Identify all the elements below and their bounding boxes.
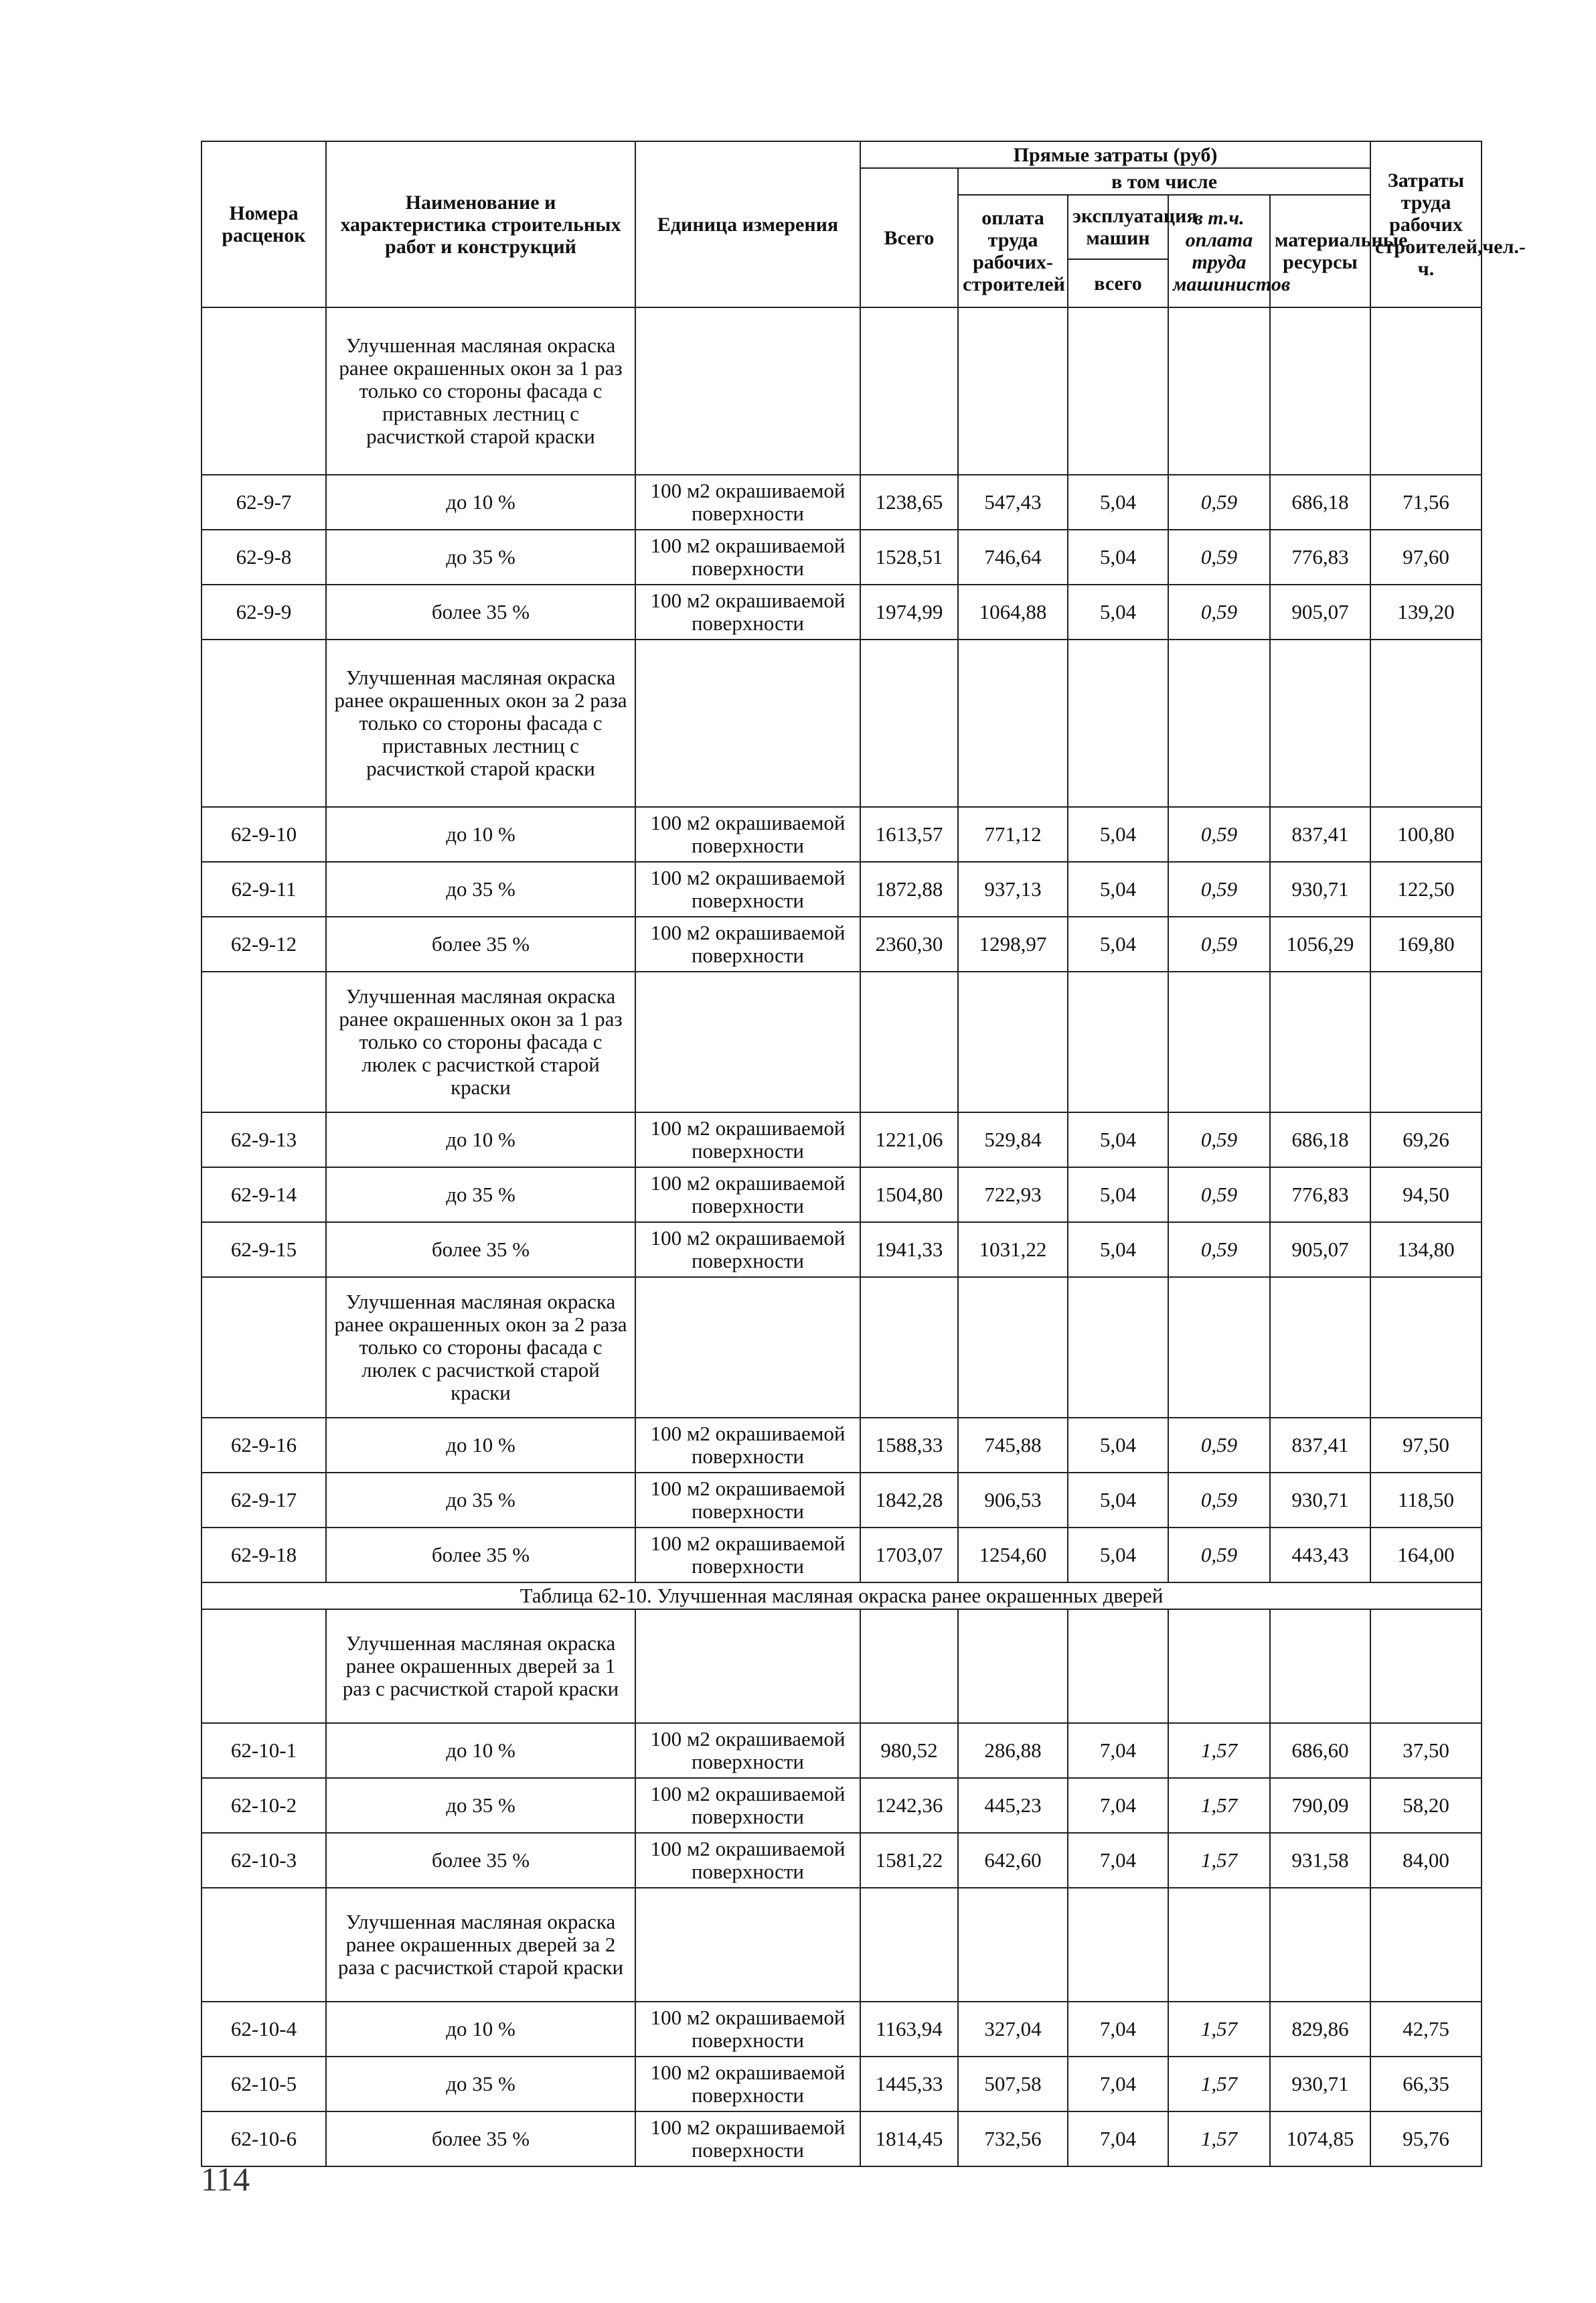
unit-of-measure: 100 м2 окрашиваемой поверхности xyxy=(635,475,860,530)
labor-cost: 58,20 xyxy=(1370,1778,1482,1833)
machine-cost: 5,04 xyxy=(1068,585,1168,640)
empty-cell xyxy=(202,1609,326,1723)
rate-code: 62-10-1 xyxy=(202,1723,326,1778)
machine-cost: 5,04 xyxy=(1068,807,1168,862)
labor-cost: 139,20 xyxy=(1370,585,1482,640)
empty-cell xyxy=(1270,1888,1370,2002)
section-title: Улучшенная масляная окраска ранее окрашенных окон за 2 раза только со стороны фасада с люлек с расчисткой старой краски xyxy=(326,1277,635,1418)
operator-wage: 0,59 xyxy=(1168,1167,1270,1222)
operator-wage: 0,59 xyxy=(1168,1528,1270,1582)
materials-cost: 829,86 xyxy=(1270,2002,1370,2057)
rate-code: 62-9-9 xyxy=(202,585,326,640)
section-row xyxy=(202,972,1482,1112)
machine-cost: 5,04 xyxy=(1068,1473,1168,1528)
operator-wage: 0,59 xyxy=(1168,1418,1270,1473)
empty-cell xyxy=(202,307,326,475)
table-row xyxy=(202,2057,1482,2111)
empty-cell xyxy=(1370,1888,1482,2002)
table-row xyxy=(202,2111,1482,2166)
unit-of-measure: 100 м2 окрашиваемой поверхности xyxy=(635,917,860,972)
section-row xyxy=(202,640,1482,807)
materials-cost: 790,09 xyxy=(1270,1778,1370,1833)
total-cost: 1581,22 xyxy=(860,1833,958,1888)
work-description: до 10 % xyxy=(326,807,635,862)
total-cost: 1163,94 xyxy=(860,2002,958,2057)
rate-code: 62-9-8 xyxy=(202,530,326,585)
empty-cell xyxy=(1168,640,1270,807)
total-cost: 980,52 xyxy=(860,1723,958,1778)
empty-cell xyxy=(1270,307,1370,475)
unit-of-measure: 100 м2 окрашиваемой поверхности xyxy=(635,807,860,862)
worker-wage: 771,12 xyxy=(958,807,1068,862)
total-cost: 1445,33 xyxy=(860,2057,958,2111)
rate-code: 62-9-13 xyxy=(202,1112,326,1167)
section-row xyxy=(202,307,1482,475)
total-cost: 1703,07 xyxy=(860,1528,958,1582)
empty-cell xyxy=(1270,1277,1370,1418)
labor-cost: 94,50 xyxy=(1370,1167,1482,1222)
labor-cost: 84,00 xyxy=(1370,1833,1482,1888)
worker-wage: 1064,88 xyxy=(958,585,1068,640)
table-row xyxy=(202,862,1482,917)
empty-cell xyxy=(202,972,326,1112)
empty-cell xyxy=(1068,1888,1168,2002)
worker-wage: 732,56 xyxy=(958,2111,1068,2166)
machine-cost: 5,04 xyxy=(1068,862,1168,917)
operator-wage: 0,59 xyxy=(1168,530,1270,585)
header-incl: в том числе xyxy=(958,168,1370,195)
worker-wage: 286,88 xyxy=(958,1723,1068,1778)
machine-cost: 7,04 xyxy=(1068,1778,1168,1833)
unit-of-measure: 100 м2 окрашиваемой поверхности xyxy=(635,1112,860,1167)
header-code: Номера расценок xyxy=(202,141,326,307)
work-description: до 10 % xyxy=(326,1418,635,1473)
header-materials: материальные ресурсы xyxy=(1270,195,1370,307)
empty-cell xyxy=(1270,640,1370,807)
machine-cost: 7,04 xyxy=(1068,2002,1168,2057)
document-page xyxy=(201,141,1526,2167)
empty-cell xyxy=(958,1609,1068,1723)
operator-wage: 0,59 xyxy=(1168,862,1270,917)
unit-of-measure: 100 м2 окрашиваемой поверхности xyxy=(635,862,860,917)
table-row xyxy=(202,1418,1482,1473)
materials-cost: 686,60 xyxy=(1270,1723,1370,1778)
empty-cell xyxy=(1068,972,1168,1112)
machine-cost: 7,04 xyxy=(1068,2057,1168,2111)
rate-code: 62-9-16 xyxy=(202,1418,326,1473)
empty-cell xyxy=(1068,1609,1168,1723)
labor-cost: 122,50 xyxy=(1370,862,1482,917)
rate-code: 62-9-17 xyxy=(202,1473,326,1528)
unit-of-measure: 100 м2 окрашиваемой поверхности xyxy=(635,585,860,640)
machine-cost: 5,04 xyxy=(1068,1112,1168,1167)
machine-cost: 5,04 xyxy=(1068,1418,1168,1473)
labor-cost: 164,00 xyxy=(1370,1528,1482,1582)
unit-of-measure: 100 м2 окрашиваемой поверхности xyxy=(635,1528,860,1582)
table-header xyxy=(202,141,1526,307)
empty-cell xyxy=(958,640,1068,807)
table-row xyxy=(202,1528,1482,1582)
empty-cell xyxy=(202,1277,326,1418)
worker-wage: 1031,22 xyxy=(958,1222,1068,1277)
empty-cell xyxy=(1370,1609,1482,1723)
worker-wage: 529,84 xyxy=(958,1112,1068,1167)
work-description: до 35 % xyxy=(326,1778,635,1833)
operator-wage: 1,57 xyxy=(1168,2002,1270,2057)
total-cost: 1842,28 xyxy=(860,1473,958,1528)
table-row xyxy=(202,1112,1482,1167)
section-title: Улучшенная масляная окраска ранее окрашенных окон за 2 раза только со стороны фасада с приставных лестниц с расчисткой старой краски xyxy=(326,640,635,807)
empty-cell xyxy=(1370,307,1482,475)
labor-cost: 71,56 xyxy=(1370,475,1482,530)
work-description: до 10 % xyxy=(326,1723,635,1778)
table-row xyxy=(202,475,1482,530)
total-cost: 1238,65 xyxy=(860,475,958,530)
unit-of-measure: 100 м2 окрашиваемой поверхности xyxy=(635,530,860,585)
unit-of-measure: 100 м2 окрашиваемой поверхности xyxy=(635,1167,860,1222)
total-cost: 1242,36 xyxy=(860,1778,958,1833)
worker-wage: 746,64 xyxy=(958,530,1068,585)
total-cost: 1221,06 xyxy=(860,1112,958,1167)
empty-cell xyxy=(202,1888,326,2002)
labor-cost: 100,80 xyxy=(1370,807,1482,862)
machine-cost: 5,04 xyxy=(1068,1528,1168,1582)
rate-code: 62-9-18 xyxy=(202,1528,326,1582)
empty-cell xyxy=(860,1277,958,1418)
table-title: Таблица 62-10. Улучшенная масляная окраска ранее окрашенных дверей xyxy=(202,1582,1482,1609)
empty-cell xyxy=(635,640,860,807)
empty-cell xyxy=(1168,1609,1270,1723)
table-row xyxy=(202,1473,1482,1528)
materials-cost: 837,41 xyxy=(1270,807,1370,862)
operator-wage: 0,59 xyxy=(1168,1222,1270,1277)
empty-cell xyxy=(958,307,1068,475)
worker-wage: 906,53 xyxy=(958,1473,1068,1528)
empty-cell xyxy=(860,972,958,1112)
work-description: более 35 % xyxy=(326,917,635,972)
total-cost: 1814,45 xyxy=(860,2111,958,2166)
section-row xyxy=(202,1609,1482,1723)
rate-code: 62-9-11 xyxy=(202,862,326,917)
empty-cell xyxy=(860,307,958,475)
empty-cell xyxy=(1168,307,1270,475)
section-title: Улучшенная масляная окраска ранее окрашенных дверей за 1 раз с расчисткой старой краски xyxy=(326,1609,635,1723)
labor-cost: 97,50 xyxy=(1370,1418,1482,1473)
total-cost: 1974,99 xyxy=(860,585,958,640)
rate-code: 62-9-15 xyxy=(202,1222,326,1277)
section-row xyxy=(202,1888,1482,2002)
materials-cost: 905,07 xyxy=(1270,1222,1370,1277)
operator-wage: 1,57 xyxy=(1168,2057,1270,2111)
labor-cost: 169,80 xyxy=(1370,917,1482,972)
materials-cost: 930,71 xyxy=(1270,862,1370,917)
work-description: более 35 % xyxy=(326,1222,635,1277)
empty-cell xyxy=(860,640,958,807)
table-row xyxy=(202,1833,1482,1888)
table-row xyxy=(202,530,1482,585)
empty-cell xyxy=(1068,1277,1168,1418)
work-description: более 35 % xyxy=(326,585,635,640)
empty-cell xyxy=(1370,1277,1482,1418)
materials-cost: 930,71 xyxy=(1270,2057,1370,2111)
operator-wage: 1,57 xyxy=(1168,1833,1270,1888)
total-cost: 1588,33 xyxy=(860,1418,958,1473)
empty-cell xyxy=(860,1609,958,1723)
empty-cell xyxy=(635,1277,860,1418)
empty-cell xyxy=(635,307,860,475)
operator-wage: 0,59 xyxy=(1168,807,1270,862)
materials-cost: 1056,29 xyxy=(1270,917,1370,972)
empty-cell xyxy=(1068,640,1168,807)
worker-wage: 937,13 xyxy=(958,862,1068,917)
work-description: более 35 % xyxy=(326,1528,635,1582)
worker-wage: 445,23 xyxy=(958,1778,1068,1833)
operator-wage: 0,59 xyxy=(1168,475,1270,530)
header-wage: оплата труда рабочих-строителей xyxy=(958,195,1068,307)
operator-wage: 1,57 xyxy=(1168,2111,1270,2166)
worker-wage: 1254,60 xyxy=(958,1528,1068,1582)
table-row xyxy=(202,1778,1482,1833)
rate-code: 62-10-6 xyxy=(202,2111,326,2166)
section-title: Улучшенная масляная окраска ранее окрашенных окон за 1 раз только со стороны фасада с приставных лестниц с расчисткой старой краски xyxy=(326,307,635,475)
labor-cost: 134,80 xyxy=(1370,1222,1482,1277)
work-description: до 35 % xyxy=(326,1473,635,1528)
machine-cost: 7,04 xyxy=(1068,1723,1168,1778)
table-row xyxy=(202,917,1482,972)
total-cost: 1504,80 xyxy=(860,1167,958,1222)
machine-cost: 7,04 xyxy=(1068,1833,1168,1888)
work-description: более 35 % xyxy=(326,1833,635,1888)
worker-wage: 547,43 xyxy=(958,475,1068,530)
work-description: до 35 % xyxy=(326,530,635,585)
section-title: Улучшенная масляная окраска ранее окрашенных дверей за 2 раза с расчисткой старой краски xyxy=(326,1888,635,2002)
unit-of-measure: 100 м2 окрашиваемой поверхности xyxy=(635,2111,860,2166)
unit-of-measure: 100 м2 окрашиваемой поверхности xyxy=(635,2057,860,2111)
table-row xyxy=(202,1723,1482,1778)
empty-cell xyxy=(1068,307,1168,475)
rate-code: 62-9-7 xyxy=(202,475,326,530)
machine-cost: 5,04 xyxy=(1068,530,1168,585)
materials-cost: 931,58 xyxy=(1270,1833,1370,1888)
operator-wage: 1,57 xyxy=(1168,1778,1270,1833)
materials-cost: 905,07 xyxy=(1270,585,1370,640)
unit-of-measure: 100 м2 окрашиваемой поверхности xyxy=(635,1418,860,1473)
materials-cost: 443,43 xyxy=(1270,1528,1370,1582)
unit-of-measure: 100 м2 окрашиваемой поверхности xyxy=(635,1778,860,1833)
materials-cost: 776,83 xyxy=(1270,1167,1370,1222)
rate-code: 62-9-14 xyxy=(202,1167,326,1222)
worker-wage: 1298,97 xyxy=(958,917,1068,972)
empty-cell xyxy=(1168,1888,1270,2002)
section-row xyxy=(202,1277,1482,1418)
worker-wage: 722,93 xyxy=(958,1167,1068,1222)
header-total: Всего xyxy=(860,168,958,307)
empty-cell xyxy=(1168,972,1270,1112)
empty-cell xyxy=(958,1888,1068,2002)
materials-cost: 837,41 xyxy=(1270,1418,1370,1473)
header-machine-op: эксплуатация машин xyxy=(1068,195,1168,259)
table-row xyxy=(202,1222,1482,1277)
machine-cost: 5,04 xyxy=(1068,1167,1168,1222)
total-cost: 1872,88 xyxy=(860,862,958,917)
machine-cost: 5,04 xyxy=(1068,475,1168,530)
empty-cell xyxy=(1270,1609,1370,1723)
materials-cost: 776,83 xyxy=(1270,530,1370,585)
empty-cell xyxy=(1370,972,1482,1112)
worker-wage: 745,88 xyxy=(958,1418,1068,1473)
worker-wage: 327,04 xyxy=(958,2002,1068,2057)
labor-cost: 69,26 xyxy=(1370,1112,1482,1167)
section-title: Улучшенная масляная окраска ранее окрашенных окон за 1 раз только со стороны фасада с люлек с расчисткой старой краски xyxy=(326,972,635,1112)
empty-cell xyxy=(860,1888,958,2002)
total-cost: 1941,33 xyxy=(860,1222,958,1277)
empty-cell xyxy=(1370,640,1482,807)
labor-cost: 42,75 xyxy=(1370,2002,1482,2057)
table-row xyxy=(202,2002,1482,2057)
price-table xyxy=(201,141,1526,2167)
operator-wage: 0,59 xyxy=(1168,1112,1270,1167)
empty-cell xyxy=(958,972,1068,1112)
machine-cost: 7,04 xyxy=(1068,2111,1168,2166)
materials-cost: 1074,85 xyxy=(1270,2111,1370,2166)
materials-cost: 686,18 xyxy=(1270,1112,1370,1167)
machine-cost: 5,04 xyxy=(1068,917,1168,972)
operator-wage: 0,59 xyxy=(1168,917,1270,972)
total-cost: 1528,51 xyxy=(860,530,958,585)
total-cost: 1613,57 xyxy=(860,807,958,862)
empty-cell xyxy=(635,972,860,1112)
materials-cost: 930,71 xyxy=(1270,1473,1370,1528)
table-title-row xyxy=(202,1582,1482,1609)
header-direct-costs: Прямые затраты (руб) xyxy=(860,141,1370,168)
unit-of-measure: 100 м2 окрашиваемой поверхности xyxy=(635,1222,860,1277)
empty-cell xyxy=(202,640,326,807)
operator-wage: 0,59 xyxy=(1168,585,1270,640)
rate-code: 62-10-4 xyxy=(202,2002,326,2057)
unit-of-measure: 100 м2 окрашиваемой поверхности xyxy=(635,1473,860,1528)
empty-cell xyxy=(958,1277,1068,1418)
work-description: до 35 % xyxy=(326,2057,635,2111)
work-description: более 35 % xyxy=(326,2111,635,2166)
empty-cell xyxy=(635,1888,860,2002)
work-description: до 35 % xyxy=(326,862,635,917)
rate-code: 62-10-2 xyxy=(202,1778,326,1833)
empty-cell xyxy=(1270,972,1370,1112)
worker-wage: 642,60 xyxy=(958,1833,1068,1888)
work-description: до 10 % xyxy=(326,475,635,530)
operator-wage: 0,59 xyxy=(1168,1473,1270,1528)
work-description: до 35 % xyxy=(326,1167,635,1222)
table-row xyxy=(202,1167,1482,1222)
header-name: Наименование и характеристика строительных работ и конструкций xyxy=(326,141,635,307)
table-row xyxy=(202,585,1482,640)
table-body xyxy=(202,307,1482,2166)
materials-cost: 686,18 xyxy=(1270,475,1370,530)
rate-code: 62-9-12 xyxy=(202,917,326,972)
worker-wage: 507,58 xyxy=(958,2057,1068,2111)
machine-cost: 5,04 xyxy=(1068,1222,1168,1277)
page-number: 114 xyxy=(201,2160,250,2198)
labor-cost: 37,50 xyxy=(1370,1723,1482,1778)
table-row xyxy=(202,807,1482,862)
header-unit: Единица измерения xyxy=(635,141,860,307)
header-labor: Затраты труда рабочих строителей,чел.-ч. xyxy=(1370,141,1482,307)
labor-cost: 97,60 xyxy=(1370,530,1482,585)
total-cost: 2360,30 xyxy=(860,917,958,972)
header-machine-wage: в т.ч. оплата труда машинистов xyxy=(1168,195,1270,307)
labor-cost: 95,76 xyxy=(1370,2111,1482,2166)
empty-cell xyxy=(1168,1277,1270,1418)
unit-of-measure: 100 м2 окрашиваемой поверхности xyxy=(635,1833,860,1888)
work-description: до 10 % xyxy=(326,2002,635,2057)
unit-of-measure: 100 м2 окрашиваемой поверхности xyxy=(635,2002,860,2057)
unit-of-measure: 100 м2 окрашиваемой поверхности xyxy=(635,1723,860,1778)
labor-cost: 66,35 xyxy=(1370,2057,1482,2111)
rate-code: 62-9-10 xyxy=(202,807,326,862)
rate-code: 62-10-5 xyxy=(202,2057,326,2111)
rate-code: 62-10-3 xyxy=(202,1833,326,1888)
header-machine-total: всего xyxy=(1068,259,1168,307)
operator-wage: 1,57 xyxy=(1168,1723,1270,1778)
work-description: до 10 % xyxy=(326,1112,635,1167)
labor-cost: 118,50 xyxy=(1370,1473,1482,1528)
empty-cell xyxy=(635,1609,860,1723)
